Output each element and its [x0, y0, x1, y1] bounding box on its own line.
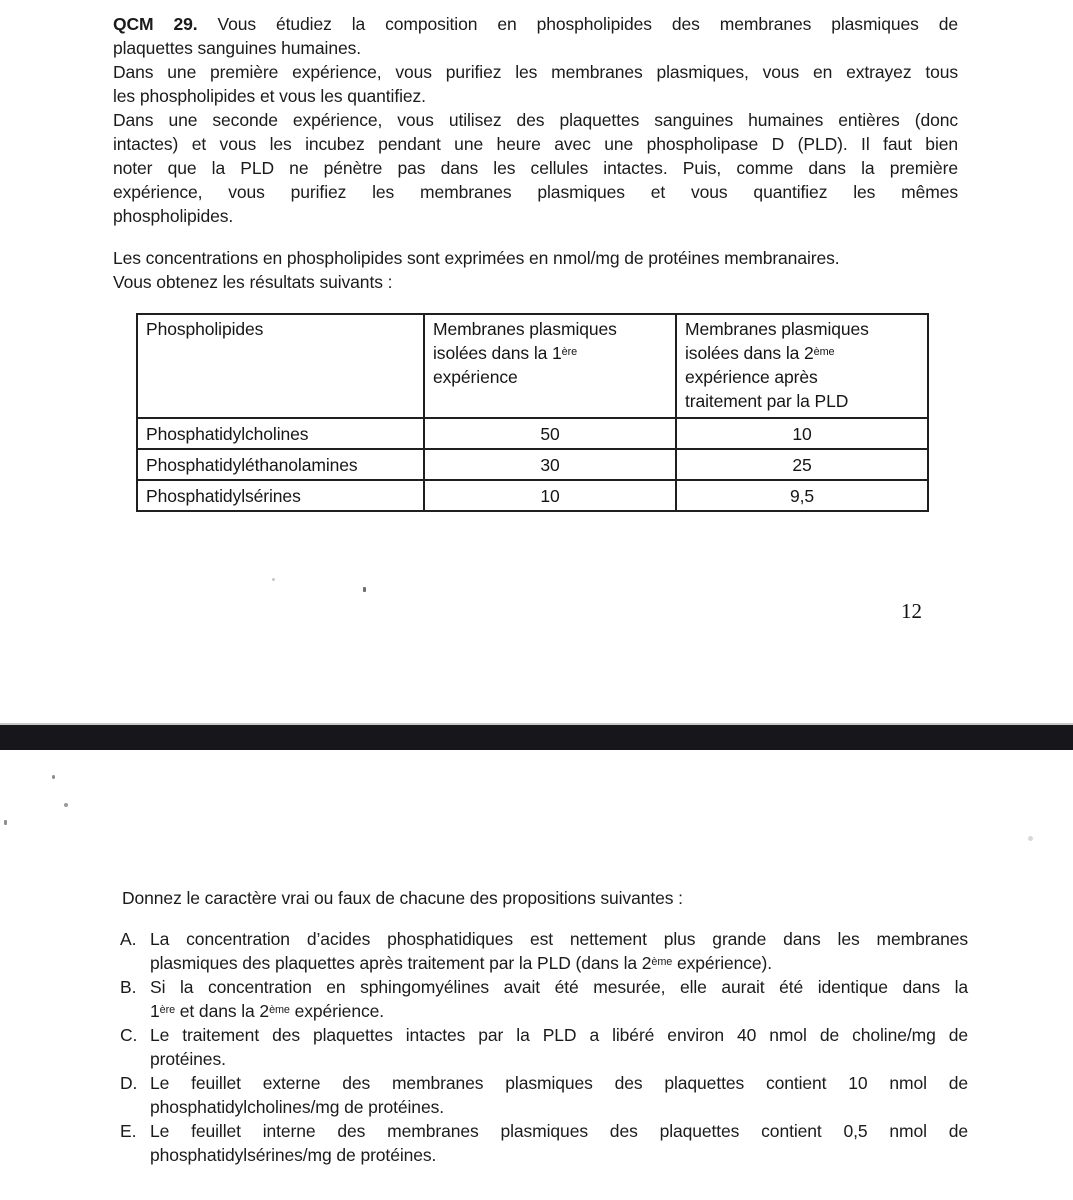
proposition-letter: A.: [120, 929, 137, 949]
proposition-c: [120, 1023, 968, 1071]
row-label: Phosphatidylcholines: [137, 418, 424, 449]
col-header-experience-1: Membranes plasmiques isolées dans la 1ère expérience: [424, 314, 676, 418]
proposition-text: Le traitement des plaquettes intactes par la PLD a libéré environ 40 nmol de choline/mg de protéines.: [150, 1025, 968, 1069]
question-paragraph-2: Dans une première expérience, vous purifiez les membranes plasmiques, vous en extrayez tous les phospholipides et vous les quantifiez.: [113, 62, 958, 106]
question-paragraph-1: QCM 29. Vous étudiez la composition en phospholipides des membranes plasmiques de plaquettes sanguines humaines.: [113, 14, 958, 58]
proposition-text: Si la concentration en sphingomyélines avait été mesurée, elle aurait été identique dans la 1ère et dans la 2ème expérience.: [150, 977, 968, 1021]
proposition-letter: B.: [120, 977, 137, 997]
scan-speck: [272, 578, 275, 581]
col-header-experience-2: Membranes plasmiques isolées dans la 2ème expérience après traitement par la PLD: [676, 314, 928, 418]
scan-speck: [363, 587, 366, 592]
exp2-value: 10: [676, 418, 928, 449]
proposition-text: La concentration d’acides phosphatidiques est nettement plus grande dans les membranes plasmiques des plaquettes après traitement par la PLD (dans la 2ème expérience).: [150, 929, 968, 973]
table-row-phosphatidylserines: [137, 480, 928, 511]
proposition-a: [120, 927, 968, 975]
row-label: Phosphatidyléthanolamines: [137, 449, 424, 480]
question-paragraph-3: Dans une seconde expérience, vous utilisez des plaquettes sanguines humaines entières (donc intactes) et vous les incubez pendant une heure avec une phospholipase D (PLD). Il faut bien noter que la PLD ne pénètre pas dans les cellules intactes. Puis, comme dans la première expérience, vous purifiez les membranes plasmiques et vous quantifiez les mêmes phospholipides.: [113, 110, 958, 226]
col-header-phospholipides: Phospholipides: [137, 314, 424, 418]
proposition-letter: E.: [120, 1121, 137, 1141]
proposition-b: [120, 975, 968, 1023]
instruction-text: Donnez le caractère vrai ou faux de chacune des propositions suivantes :: [122, 888, 683, 908]
table-row-phosphatidylethanolamines: [137, 449, 928, 480]
scan-speck: [1028, 836, 1033, 841]
proposition-e: [120, 1119, 968, 1167]
proposition-letter: C.: [120, 1025, 138, 1045]
propositions-block: [120, 886, 968, 1167]
exp1-value: 30: [424, 449, 676, 480]
exp1-value: 50: [424, 418, 676, 449]
exp2-value: 25: [676, 449, 928, 480]
question-block: [113, 12, 958, 294]
scan-speck: [4, 820, 7, 825]
row-label: Phosphatidylsérines: [137, 480, 424, 511]
proposition-letter: D.: [120, 1073, 138, 1093]
separator-bar: [0, 723, 1073, 750]
table-row-phosphatidylcholines: [137, 418, 928, 449]
scan-speck: [64, 803, 68, 807]
proposition-d: [120, 1071, 968, 1119]
proposition-text: Le feuillet interne des membranes plasmiques des plaquettes contient 0,5 nmol de phosphatidylsérines/mg de protéines.: [150, 1121, 968, 1165]
intro-paragraph: Les concentrations en phospholipides sont exprimées en nmol/mg de protéines membranaires. Vous obtenez les résultats suivants :: [113, 248, 840, 292]
page-number: 12: [901, 599, 922, 623]
proposition-text: Le feuillet externe des membranes plasmiques des plaquettes contient 10 nmol de phosphatidylcholines/mg de protéines.: [150, 1073, 968, 1117]
exp1-value: 10: [424, 480, 676, 511]
table-header-row: [137, 314, 928, 418]
results-table: [136, 313, 929, 512]
scan-speck: [52, 775, 55, 779]
exp2-value: 9,5: [676, 480, 928, 511]
